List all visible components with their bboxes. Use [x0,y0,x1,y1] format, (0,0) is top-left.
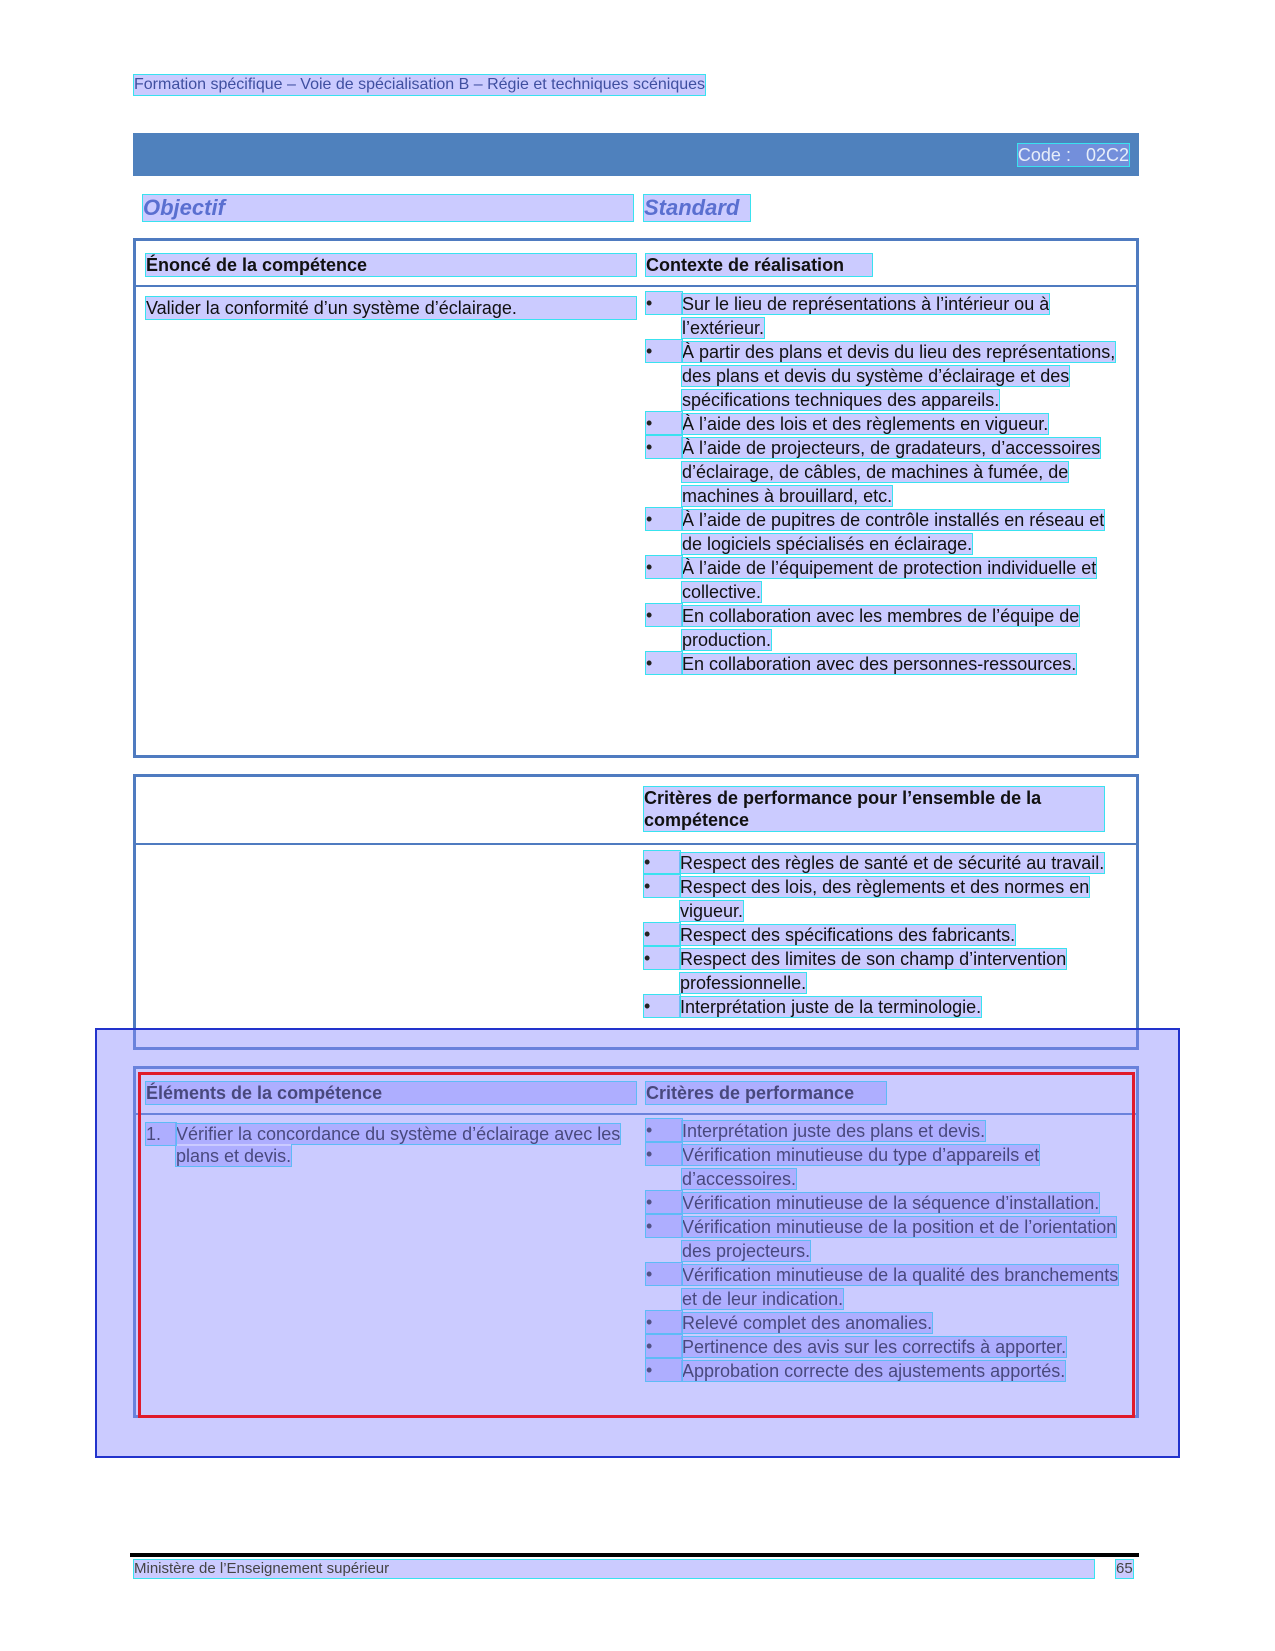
list-item: • À partir des plans et devis du lieu des représentations, des plans et devis du système d’éclairage et des spécifications techniques des appareils. [646,340,1116,412]
footer-rule [130,1553,1139,1557]
standard-heading: Standard [644,195,750,221]
list-item: • En collaboration avec les membres de l’équipe de production. [646,604,1116,652]
code-bar [133,133,1139,176]
element-number: 1. [146,1123,176,1145]
code-label: Code : 02C2 [1017,145,1129,165]
list-item: • Respect des spécifications des fabricants. [644,923,1116,947]
list-item: • À l’aide de pupitres de contrôle installés en réseau et de logiciels spécialisés en éclairage. [646,508,1116,556]
elements-header: Éléments de la compétence [146,1082,636,1104]
list-item: • Vérification minutieuse de la séquence d’installation. [646,1191,1120,1215]
list-item: • À l’aide de l’équipement de protection individuelle et collective. [646,556,1116,604]
list-item: • Respect des lois, des règlements et des normes en vigueur. [644,875,1116,923]
performance-header: Critères de performance [646,1082,886,1104]
element-text: Vérifier la concordance du système d’éclairage avec les plans et devis. [176,1124,621,1166]
list-item: • Approbation correcte des ajustements apportés. [646,1359,1120,1383]
list-item: • Interprétation juste des plans et devis. [646,1119,1120,1143]
competence-statement: Valider la conformité d’un système d’éclairage. [146,297,636,319]
global-criteria-list [644,851,1116,1019]
list-item: • Vérification minutieuse de la position et de l’orientation des projecteurs. [646,1215,1120,1263]
list-item: • Vérification minutieuse de la qualité des branchements et de leur indication. [646,1263,1120,1311]
footer-ministry: Ministère de l’Enseignement supérieur [134,1560,1094,1578]
list-item: • Interprétation juste de la terminologie. [644,995,1116,1019]
enonce-header: Énoncé de la compétence [146,254,636,276]
running-header: Formation spécifique – Voie de spécialisation B – Régie et techniques scéniques [134,76,706,93]
global-criteria-header: Critères de performance pour l’ensemble de la compétence [644,787,1104,831]
list-item: • À l’aide de projecteurs, de gradateurs, d’accessoires d’éclairage, de câbles, de machines à fumée, de machines à brouillard, etc. [646,436,1116,508]
header-divider [136,843,1136,845]
code-value: 02C2 [1085,145,1129,165]
list-item: • À l’aide des lois et des règlements en vigueur. [646,412,1116,436]
list-item: • Vérification minutieuse du type d’appareils et d’accessoires. [646,1143,1120,1191]
global-criteria-table [133,774,1139,1050]
page-number: 65 [1116,1560,1133,1577]
contexte-header: Contexte de réalisation [646,254,872,276]
competence-table [133,238,1139,758]
header-divider [136,285,1136,287]
list-item: • Respect des règles de santé et de sécurité au travail. [644,851,1116,875]
selected-table-outline[interactable] [138,1072,1135,1418]
list-item: • En collaboration avec des personnes-ressources. [646,652,1116,676]
context-list [646,292,1116,676]
list-item: • Sur le lieu de représentations à l’intérieur ou à l’extérieur. [646,292,1116,340]
list-item: • Relevé complet des anomalies. [646,1311,1120,1335]
list-item: • Pertinence des avis sur les correctifs à apporter. [646,1335,1120,1359]
objectif-heading: Objectif [143,195,633,221]
list-item: • Respect des limites de son champ d’intervention professionnelle. [644,947,1116,995]
